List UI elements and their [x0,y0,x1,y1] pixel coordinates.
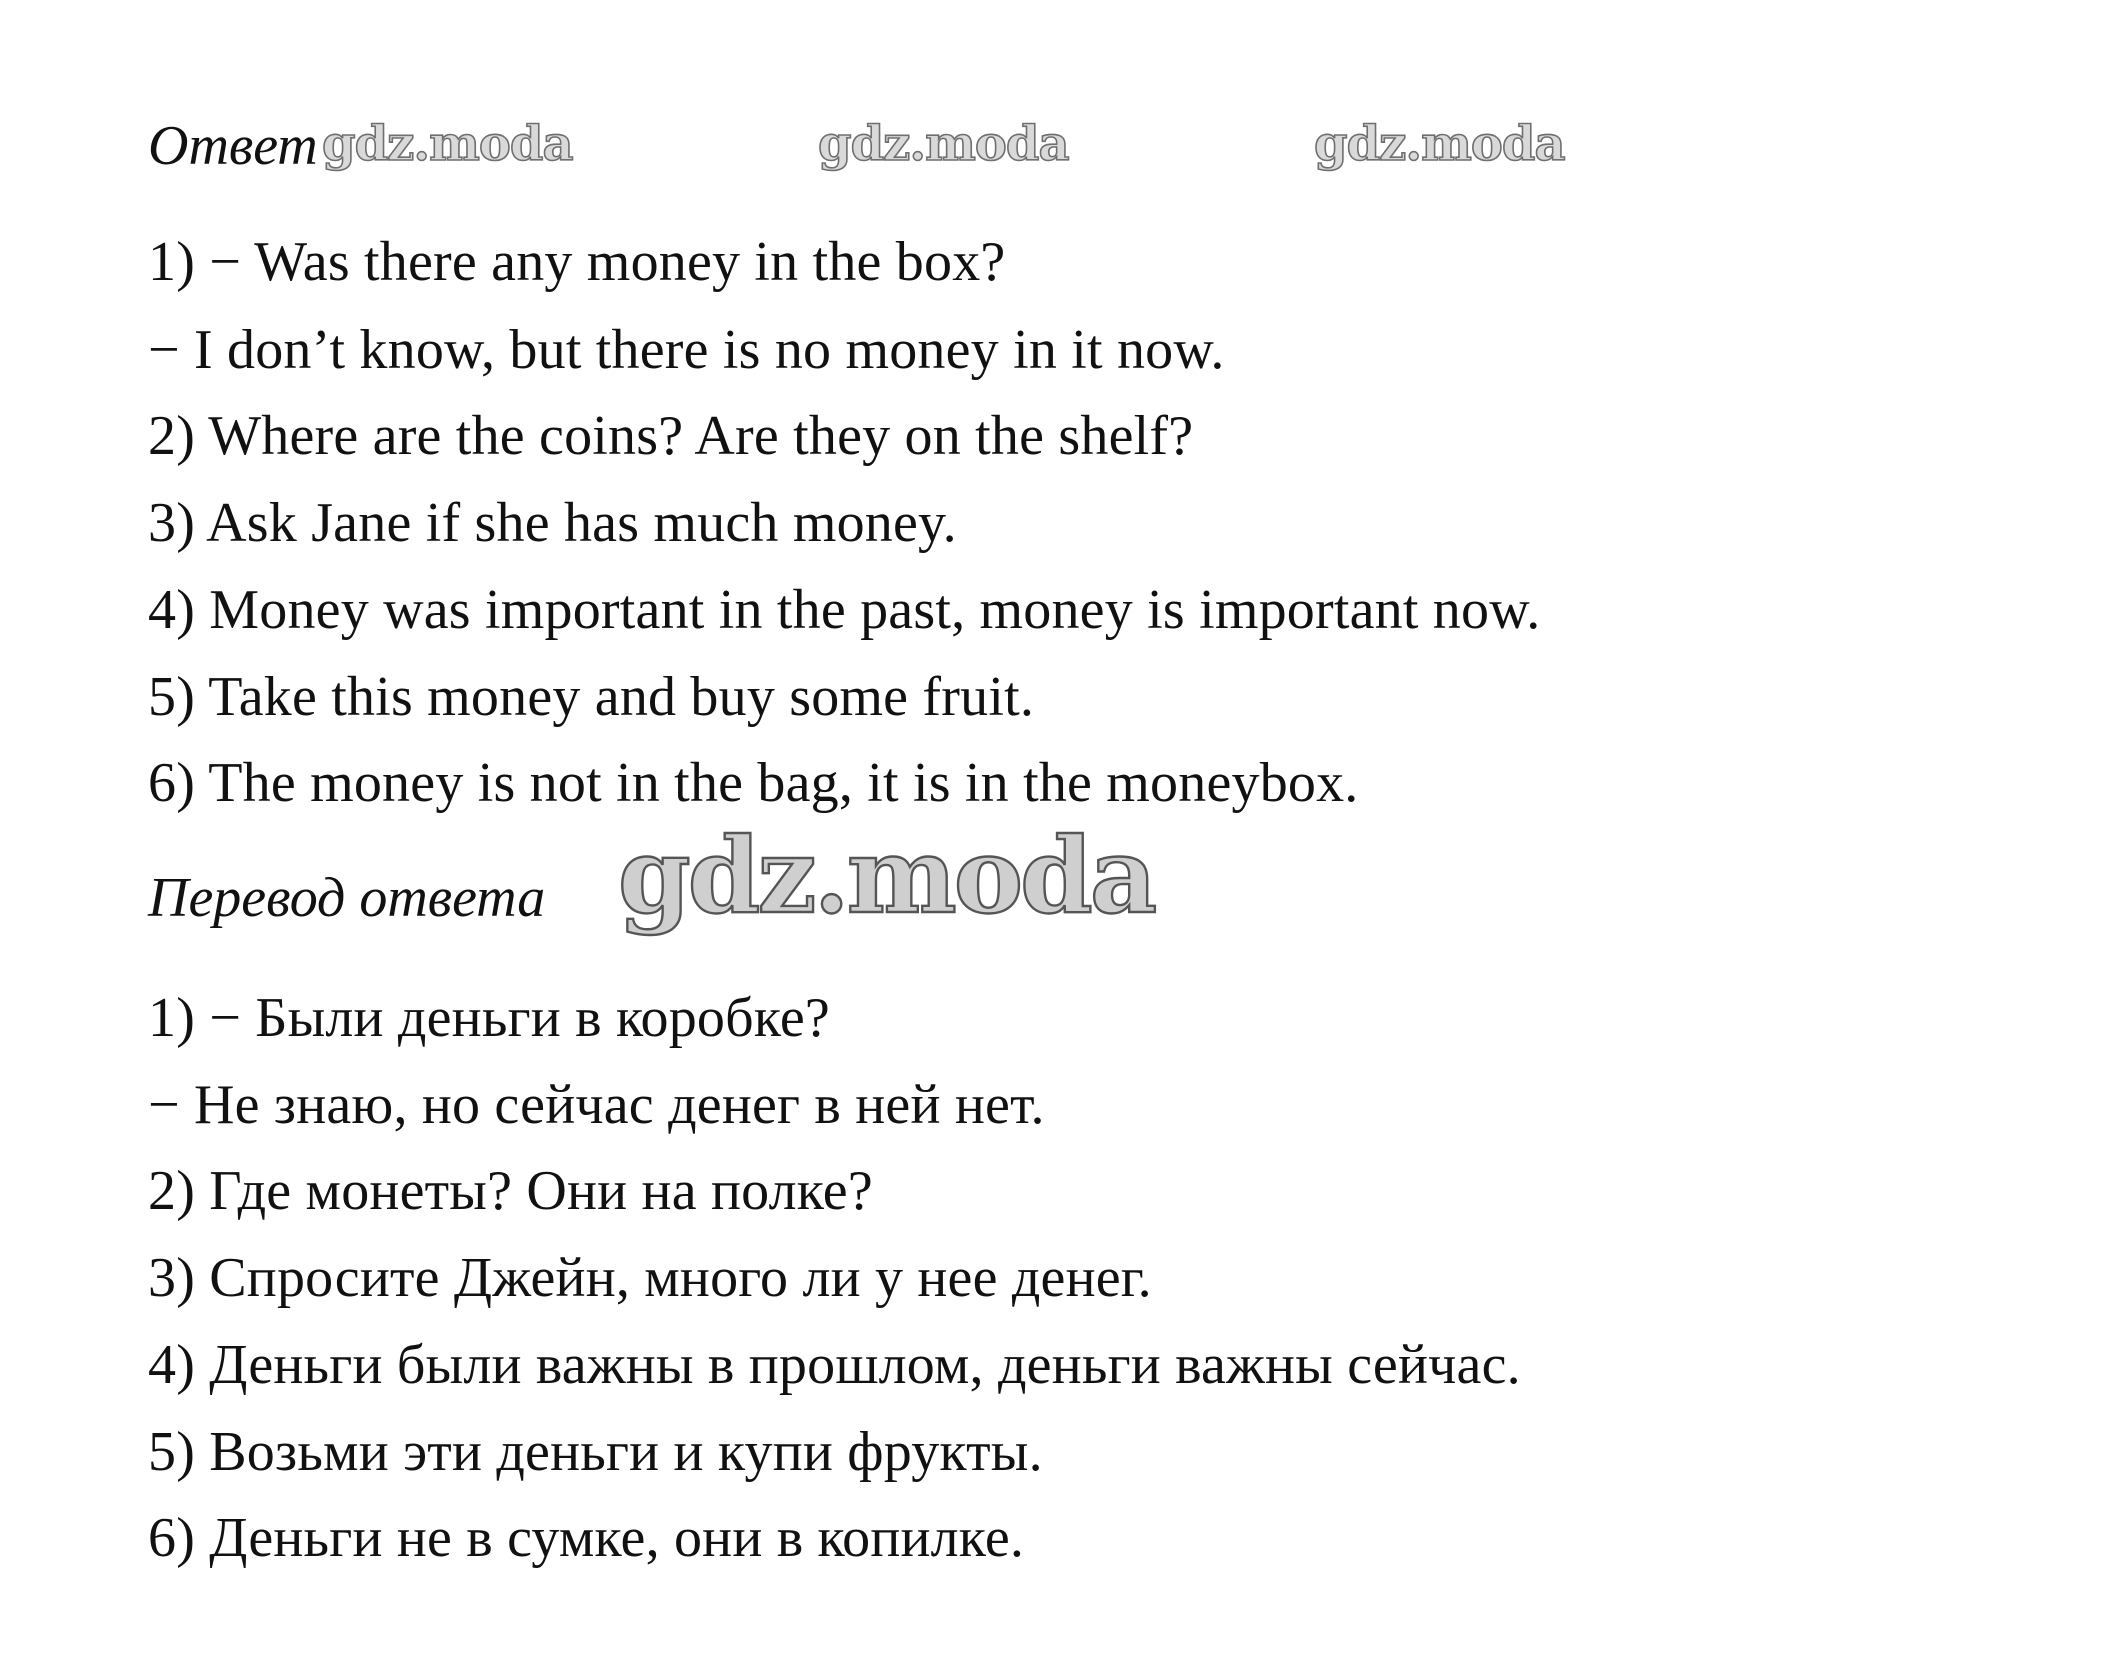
translation-line-3: 2) Где монеты? Они на полке? [148,1160,873,1222]
translation-line-5: 4) Деньги были важны в прошлом, деньги важны сейчас. [148,1334,1521,1396]
translation-line-2: − Не знаю, но сейчас денег в ней нет. [148,1074,1045,1136]
translation-line-6: 5) Возьми эти деньги и купи фрукты. [148,1421,1043,1483]
translation-heading: Перевод ответа [148,867,546,929]
answer-line-4: 3) Ask Jane if she has much money. [148,492,957,554]
answer-heading: Ответ [148,115,318,177]
answer-line-6: 5) Take this money and buy some fruit. [148,666,1035,728]
answer-line-7: 6) The money is not in the bag, it is in the moneybox. [148,752,1359,814]
translation-line-1: 1) − Были деньги в коробке? [148,987,830,1049]
answer-line-5: 4) Money was important in the past, money is important now. [148,579,1541,641]
watermark-logo: gdz.moda [322,116,573,172]
watermark-logo-large: gdz.moda [618,814,1155,937]
watermark-logo: gdz.moda [1314,116,1565,172]
translation-line-7: 6) Деньги не в сумке, они в копилке. [148,1507,1025,1569]
answer-line-3: 2) Where are the coins? Are they on the shelf? [148,405,1194,467]
translation-line-4: 3) Спросите Джейн, много ли у нее денег. [148,1247,1152,1309]
answer-line-1: 1) − Was there any money in the box? [148,231,1006,293]
watermark-logo: gdz.moda [818,116,1069,172]
answer-line-2: − I don’t know, but there is no money in it now. [148,319,1225,381]
